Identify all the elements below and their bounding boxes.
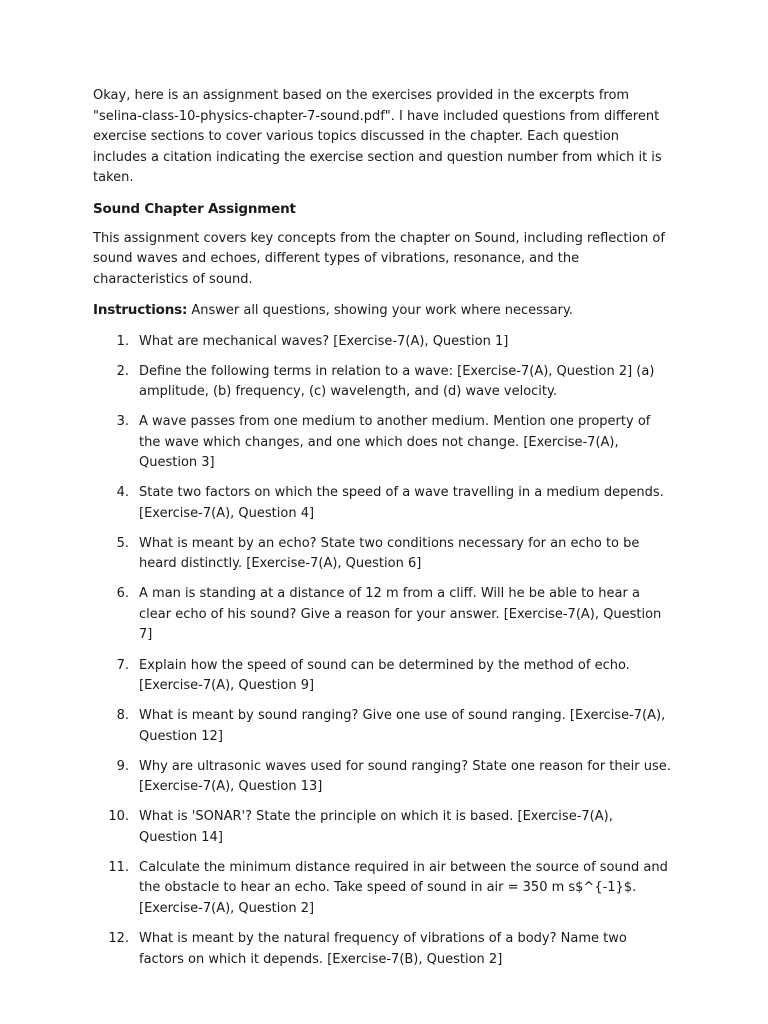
question-number: 1. — [116, 333, 129, 349]
instructions-label: Instructions: — [93, 302, 188, 318]
question-text: What is meant by an echo? State two conditions necessary for an echo to be heard distinctly. [Exercise-7(A), Question 6] — [139, 535, 640, 572]
instructions-text: Answer all questions, showing your work where necessary. — [187, 303, 573, 318]
question-item — [93, 757, 675, 798]
question-text: State two factors on which the speed of a wave travelling in a medium depends. [Exercise-7(A), Question 4] — [139, 485, 664, 521]
question-number: 5. — [116, 535, 129, 551]
question-text: Explain how the speed of sound can be determined by the method of echo. [Exercise-7(A), Question 9] — [139, 657, 630, 694]
question-item — [93, 362, 675, 403]
question-number: 11. — [108, 859, 129, 875]
question-text: A man is standing at a distance of 12 m from a cliff. Will he be able to hear a clear echo of his sound? Give a reason for your answer. [Exercise-7(A), Question 7] — [139, 586, 662, 643]
question-number: 3. — [116, 414, 129, 430]
question-item — [93, 534, 675, 575]
question-number: 4. — [116, 485, 129, 501]
question-item — [93, 584, 675, 646]
intro-paragraph: Okay, here is an assignment based on the exercises provided in the excerpts from "selina-class-10-physics-chapter-7-sound.pdf". I have included questions from different exercise sections to cover various topics discussed in the chapter. Each question includes a citation indicating the exercise section and question number from which it is taken. — [93, 88, 662, 185]
question-item — [93, 807, 675, 848]
assignment-heading: Sound Chapter Assignment — [93, 200, 296, 217]
question-item — [93, 656, 675, 697]
question-list — [93, 332, 675, 971]
question-text: Define the following terms in relation to a wave: [Exercise-7(A), Question 2] (a) amplitude, (b) frequency, (c) wavelength, and (d) wave velocity. — [139, 363, 655, 400]
question-text: What is meant by the natural frequency of vibrations of a body? Name two factors on which it depends. [Exercise-7(B), Question 2] — [139, 931, 627, 967]
question-item — [93, 929, 675, 970]
question-text: A wave passes from one medium to another medium. Mention one property of the wave which changes, and one which does not change. [Exercise-7(A), Question 3] — [139, 414, 651, 471]
summary-paragraph: This assignment covers key concepts from the chapter on Sound, including reflection of sound waves and echoes, different types of vibrations, resonance, and the characteristics of sound. — [93, 230, 665, 287]
question-number: 10. — [108, 809, 129, 825]
question-number: 7. — [116, 657, 129, 673]
question-text: What is 'SONAR'? State the principle on which it is based. [Exercise-7(A), Question 14] — [139, 809, 613, 845]
question-item — [93, 858, 675, 920]
question-item — [93, 706, 675, 747]
question-text: What are mechanical waves? [Exercise-7(A), Question 1] — [139, 333, 509, 349]
question-item — [93, 332, 675, 353]
question-number: 8. — [116, 708, 129, 724]
question-number: 6. — [116, 586, 129, 602]
question-item — [93, 412, 675, 474]
question-text: Why are ultrasonic waves used for sound ranging? State one reason for their use. [Exercise-7(A), Question 13] — [139, 758, 671, 795]
instructions-paragraph — [93, 300, 675, 322]
question-number: 2. — [116, 363, 129, 379]
question-text: What is meant by sound ranging? Give one use of sound ranging. [Exercise-7(A), Question 12] — [139, 708, 666, 744]
question-text: Calculate the minimum distance required in air between the source of sound and the obstacle to hear an echo. Take speed of sound in air = 350 m s$^{-1}$. [Exercise-7(A), Question 2] — [139, 859, 668, 916]
question-number: 9. — [116, 758, 129, 774]
question-item — [93, 483, 675, 524]
question-number: 12. — [108, 931, 129, 947]
